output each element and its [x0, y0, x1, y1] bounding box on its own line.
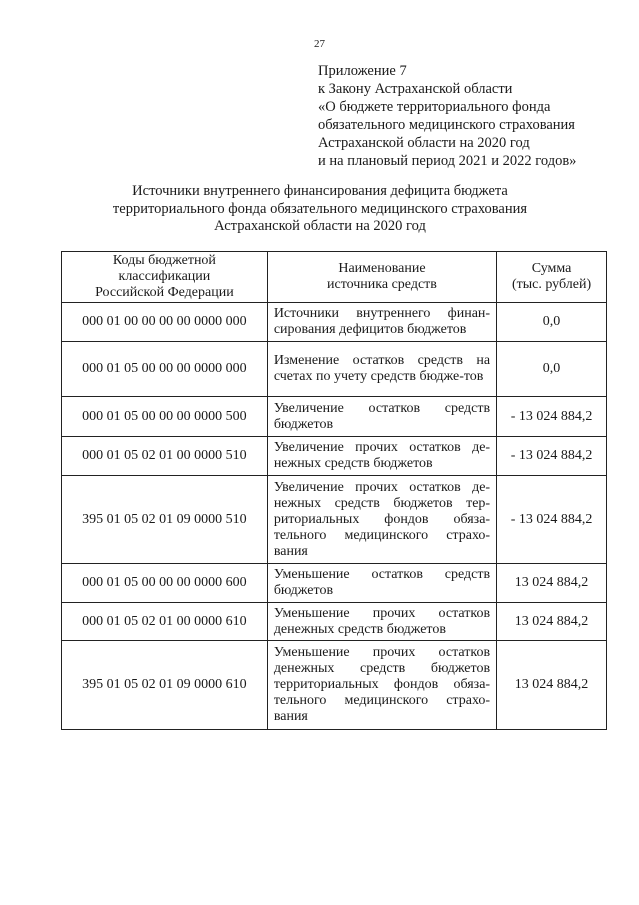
row-sum: 13 024 884,2	[497, 564, 607, 603]
appendix-line: обязательного медицинского страхования	[318, 117, 575, 133]
document-title	[40, 183, 600, 236]
appendix-line: и на плановый период 2021 и 2022 годов»	[318, 153, 577, 169]
row-code: 000 01 05 00 00 00 0000 600	[62, 564, 268, 603]
table-row	[62, 397, 607, 437]
table-row	[62, 564, 607, 603]
row-sum: 13 024 884,2	[497, 641, 607, 730]
table-row	[62, 603, 607, 641]
row-code: 395 01 05 02 01 09 0000 610	[62, 641, 268, 730]
row-name: Увеличение прочих остатков де-нежных средств бюджетов тер-риториальных фондов обяза-тельного медицинского страхо-вания	[267, 476, 496, 564]
row-code: 000 01 05 00 00 00 0000 500	[62, 397, 268, 437]
row-sum: - 13 024 884,2	[497, 437, 607, 476]
appendix-line: Приложение 7	[318, 63, 407, 79]
row-sum: - 13 024 884,2	[497, 476, 607, 564]
row-sum: 0,0	[497, 342, 607, 397]
title-line: территориального фонда обязательного медицинского страхования	[112, 200, 528, 217]
row-code: 395 01 05 02 01 09 0000 510	[62, 476, 268, 564]
appendix-line: Астраханской области на 2020 год	[318, 135, 530, 151]
table-row	[62, 303, 607, 342]
table-header-row	[62, 252, 607, 303]
row-sum: 13 024 884,2	[497, 603, 607, 641]
budget-sources-table	[61, 251, 607, 730]
appendix-line: к Закону Астраханской области	[318, 81, 513, 97]
title-line: Источники внутреннего финансирования дефицита бюджета	[132, 183, 508, 199]
header-sum: Сумма (тыс. рублей)	[497, 252, 607, 303]
row-code: 000 01 05 00 00 00 0000 000	[62, 342, 268, 397]
row-name: Уменьшение прочих остатков денежных средств бюджетов территориальных фондов обяза-тельного медицинского страхо-вания	[267, 641, 496, 730]
appendix-note	[318, 62, 576, 170]
table-row	[62, 476, 607, 564]
row-code: 000 01 00 00 00 00 0000 000	[62, 303, 268, 342]
table-row	[62, 342, 607, 397]
title-line: Астраханской области на 2020 год	[214, 218, 426, 234]
row-name: Уменьшение остатков средств бюджетов	[267, 564, 496, 603]
row-name: Уменьшение прочих остатков денежных средств бюджетов	[267, 603, 496, 641]
row-name: Увеличение остатков средств бюджетов	[267, 397, 496, 437]
appendix-line: «О бюджете территориального фонда	[318, 99, 551, 115]
row-name: Изменение остатков средств на счетах по учету средств бюдже-тов	[267, 342, 496, 397]
table-row	[62, 641, 607, 730]
page-number: 27	[314, 38, 325, 50]
row-code: 000 01 05 02 01 00 0000 510	[62, 437, 268, 476]
row-code: 000 01 05 02 01 00 0000 610	[62, 603, 268, 641]
header-name: Наименование источника средств	[267, 252, 496, 303]
row-sum: 0,0	[497, 303, 607, 342]
row-name: Увеличение прочих остатков де-нежных средств бюджетов	[267, 437, 496, 476]
row-sum: - 13 024 884,2	[497, 397, 607, 437]
table-row	[62, 437, 607, 476]
header-code: Коды бюджетной классификации Российской Федерации	[62, 252, 268, 303]
row-name: Источники внутреннего финан-сирования дефицитов бюджетов	[267, 303, 496, 342]
